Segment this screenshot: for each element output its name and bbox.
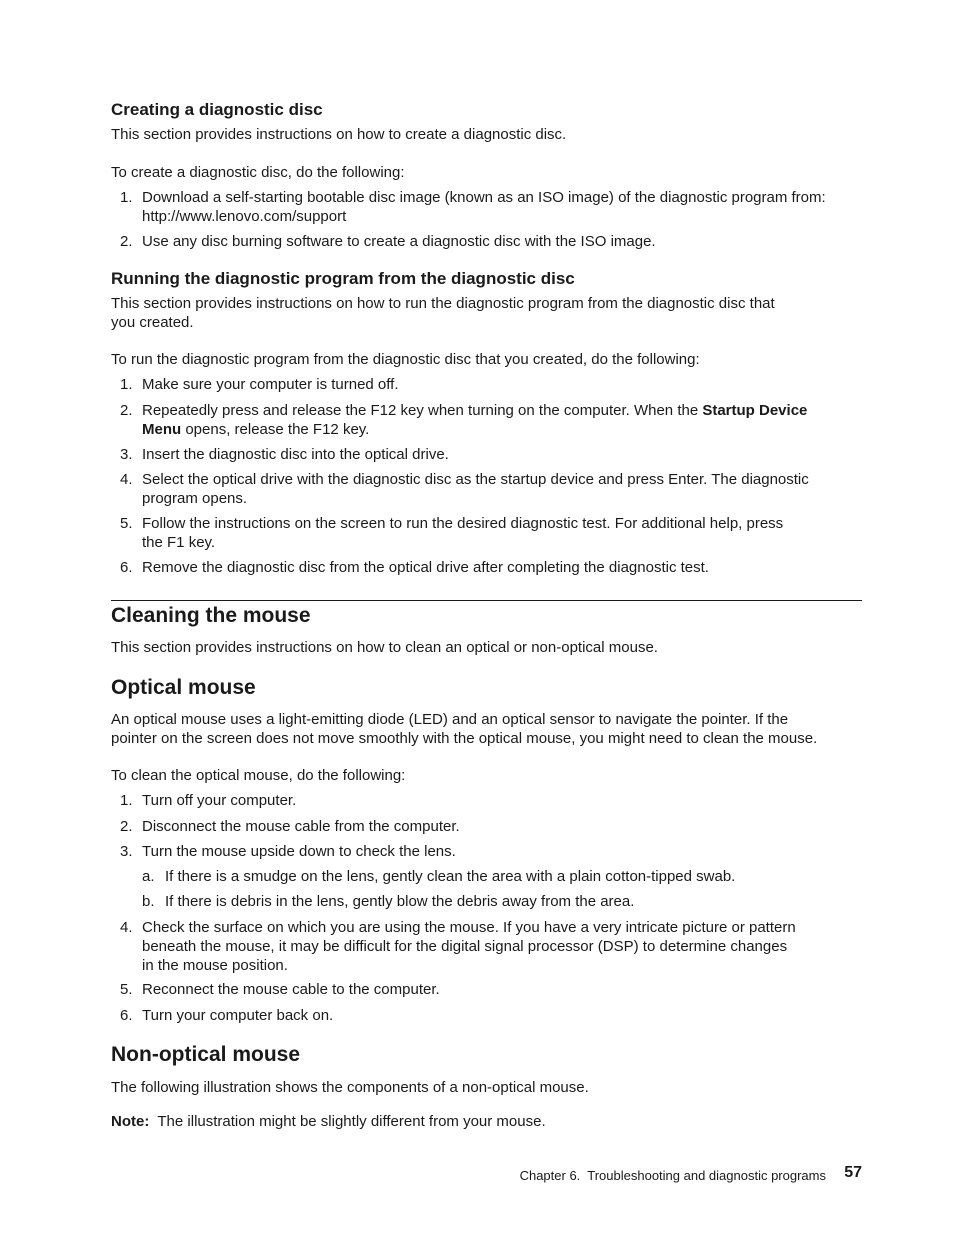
note-label: Note: — [111, 1113, 150, 1130]
list-number: 4. — [120, 471, 133, 488]
list-number: 2. — [120, 233, 133, 250]
list-number: 4. — [120, 919, 133, 936]
heading-running-diagnostic-program: Running the diagnostic program from the diagnostic disc — [111, 269, 575, 288]
list-text: If there is debris in the lens, gently blow the debris away from the area. — [165, 893, 635, 910]
list-text — [142, 188, 862, 226]
list-letter: a. — [142, 868, 155, 885]
list-text: Use any disc burning software to create a diagnostic disc with the ISO image. — [142, 233, 656, 250]
list-text — [142, 401, 862, 439]
footer-chapter-title: Chapter 6. Troubleshooting and diagnostic programs — [519, 1168, 826, 1183]
menu-name-bold: Menu — [142, 421, 182, 438]
paragraph-line: you created. — [111, 314, 194, 331]
paragraph-s2-lead: To run the diagnostic program from the diagnostic disc that you created, do the following: — [111, 351, 700, 368]
paragraph-s1-intro: This section provides instructions on how to create a diagnostic disc. — [111, 126, 567, 143]
list-number: 6. — [120, 559, 133, 576]
note-text: The illustration might be slightly different from your mouse. — [149, 1113, 546, 1130]
heading-cleaning-the-mouse: Cleaning the mouse — [111, 604, 311, 627]
note-paragraph — [111, 1112, 862, 1131]
list-text: Make sure your computer is turned off. — [142, 376, 399, 393]
list-text: Turn off your computer. — [142, 792, 297, 809]
list-number: 3. — [120, 843, 133, 860]
list-text-line: Download a self-starting bootable disc image (known as an ISO image) of the diagnostic program from: — [142, 189, 826, 206]
support-url: http://www.lenovo.com/support — [142, 208, 347, 225]
paragraph-s4-intro — [111, 710, 862, 748]
paragraph-line: An optical mouse uses a light-emitting diode (LED) and an optical sensor to navigate the pointer. If the — [111, 711, 789, 728]
paragraph-line: pointer on the screen does not move smoothly with the optical mouse, you might need to clean the mouse. — [111, 730, 818, 747]
list-text-line: Check the surface on which you are using the mouse. If you have a very intricate picture or pattern — [142, 919, 796, 936]
menu-name-bold: Startup Device — [702, 402, 808, 419]
page-number: 57 — [844, 1164, 862, 1181]
heading-creating-diagnostic-disc: Creating a diagnostic disc — [111, 100, 323, 119]
list-number: 3. — [120, 446, 133, 463]
list-text: Reconnect the mouse cable to the computer. — [142, 981, 440, 998]
section-divider — [111, 600, 862, 601]
list-text-part: opens, release the F12 key. — [181, 421, 370, 438]
list-number: 6. — [120, 1007, 133, 1024]
paragraph-s2-intro — [111, 294, 862, 332]
heading-non-optical-mouse: Non-optical mouse — [111, 1043, 301, 1066]
list-text: If there is a smudge on the lens, gently clean the area with a plain cotton-tipped swab. — [165, 868, 736, 885]
list-number: 5. — [120, 981, 133, 998]
list-text: Disconnect the mouse cable from the computer. — [142, 818, 460, 835]
list-text-line: Select the optical drive with the diagnostic disc as the startup device and press Enter. The diagnostic — [142, 471, 809, 488]
list-text — [142, 470, 862, 508]
heading-optical-mouse: Optical mouse — [111, 676, 256, 699]
list-text: Turn the mouse upside down to check the lens. — [142, 843, 456, 860]
list-text: Remove the diagnostic disc from the optical drive after completing the diagnostic test. — [142, 559, 709, 576]
list-number: 1. — [120, 376, 133, 393]
paragraph-s3-intro: This section provides instructions on how to clean an optical or non-optical mouse. — [111, 639, 658, 656]
list-text: Turn your computer back on. — [142, 1007, 334, 1024]
paragraph-s1-lead: To create a diagnostic disc, do the following: — [111, 164, 405, 181]
list-letter: b. — [142, 893, 155, 910]
list-text-line: program opens. — [142, 490, 248, 507]
list-text-part: Repeatedly press and release the F12 key when turning on the computer. When the — [142, 402, 703, 419]
paragraph-s5-intro: The following illustration shows the components of a non-optical mouse. — [111, 1079, 589, 1096]
list-number: 1. — [120, 189, 133, 206]
list-text-line: the F1 key. — [142, 534, 216, 551]
list-number: 2. — [120, 818, 133, 835]
paragraph-s4-lead: To clean the optical mouse, do the following: — [111, 767, 406, 784]
list-number: 5. — [120, 515, 133, 532]
list-text-line: beneath the mouse, it may be difficult for the digital signal processor (DSP) to determine changes — [142, 938, 788, 955]
list-text: Insert the diagnostic disc into the optical drive. — [142, 446, 449, 463]
list-number: 1. — [120, 792, 133, 809]
list-text — [142, 918, 862, 975]
list-text-line: Follow the instructions on the screen to run the desired diagnostic test. For additional help, press — [142, 515, 784, 532]
paragraph-line: This section provides instructions on how to run the diagnostic program from the diagnostic disc that — [111, 295, 775, 312]
list-text-line: in the mouse position. — [142, 957, 288, 974]
list-text — [142, 514, 862, 552]
list-number: 2. — [120, 402, 133, 419]
